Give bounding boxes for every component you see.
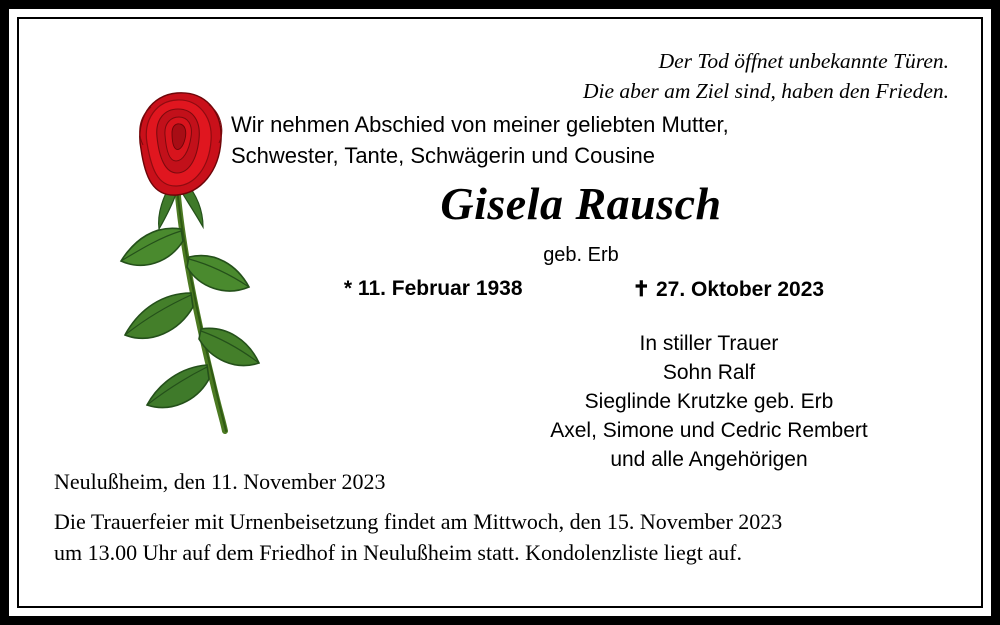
place-and-date: Neulußheim, den 11. November 2023 <box>54 469 386 494</box>
intro-line-2: Schwester, Tante, Schwägerin und Cousine <box>231 143 655 168</box>
life-dates <box>219 277 949 302</box>
intro-text <box>231 109 851 171</box>
mourner-2: Sieglinde Krutzke geb. Erb <box>584 390 834 413</box>
maiden-name: geb. Erb <box>543 244 619 266</box>
ceremony-line-2: um 13.00 Uhr auf dem Friedhof in Neulußheim statt. Kondolenzliste liegt auf. <box>54 540 742 565</box>
intro-line-1: Wir nehmen Abschied von meiner geliebten Mutter, <box>231 112 729 137</box>
deceased-name: Gisela Rausch <box>440 178 722 229</box>
mourners-block <box>459 329 959 474</box>
mourners-heading: In stiller Trauer <box>639 332 779 355</box>
ceremony-line-1: Die Trauerfeier mit Urnenbeisetzung findet am Mittwoch, den 15. November 2023 <box>54 509 783 534</box>
mourner-1: Sohn Ralf <box>662 361 756 384</box>
ceremony-info <box>54 506 954 568</box>
death-date: ✝ 27. Oktober 2023 <box>632 278 825 301</box>
motto-line-2: Die aber am Ziel sind, haben den Frieden. <box>582 79 949 103</box>
motto-line-1: Der Tod öffnet unbekannte Türen. <box>658 49 949 73</box>
motto <box>499 46 949 106</box>
notice-content <box>19 19 981 606</box>
mourner-3: Axel, Simone und Cedric Rembert <box>550 419 868 442</box>
birth-date: * 11. Februar 1938 <box>343 277 523 300</box>
mourner-4: und alle Angehörigen <box>610 448 808 471</box>
